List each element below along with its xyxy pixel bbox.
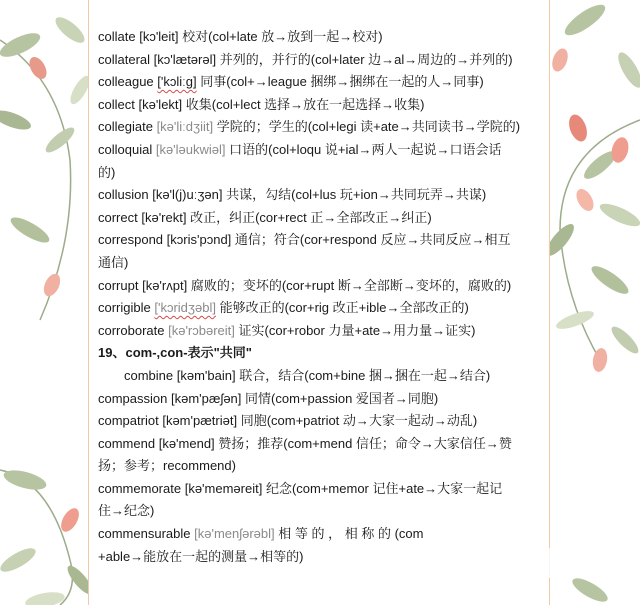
entry-word: commensurable bbox=[98, 526, 191, 542]
entry-phonetic: [kə'menʃərəbl] bbox=[194, 526, 275, 542]
entry-word: corrigible bbox=[98, 300, 151, 316]
entry-definition: 联合，结合(com+bine 捆→捆在一起→结合) bbox=[239, 367, 491, 383]
entry-word: corrupt bbox=[98, 277, 139, 293]
text-fade-overlay bbox=[460, 548, 640, 578]
entry-word: compatriot bbox=[98, 413, 159, 429]
entry-word: colleague bbox=[98, 74, 154, 90]
entry-word: combine bbox=[124, 367, 174, 383]
entry-continuation: 通信) bbox=[98, 254, 129, 270]
vocab-entry bbox=[98, 410, 538, 433]
vocab-entry bbox=[98, 229, 538, 252]
entry-definition: 能够改正的(cor+rig 改正+ible→全部改正的) bbox=[219, 300, 469, 316]
vocab-entry bbox=[98, 49, 538, 72]
entry-word: compassion bbox=[98, 390, 168, 406]
entry-definition: 收集(col+lect 选择→放在一起选择→收集) bbox=[185, 96, 425, 112]
entry-definition: 赞扬；推荐(com+mend 信任；命令→大家信任→赞 bbox=[218, 435, 512, 451]
vocab-entry bbox=[98, 523, 538, 546]
entry-definition: 相 等 的 ， 相 称 的 (com bbox=[278, 526, 424, 542]
vocab-entry bbox=[98, 478, 538, 501]
entry-word: collate bbox=[98, 29, 136, 44]
entry-word: correct bbox=[98, 209, 138, 225]
entry-phonetic: [kə'rekt] bbox=[141, 209, 187, 225]
vocab-entry bbox=[98, 297, 538, 320]
entry-phonetic: ['kɔridʒəbl] bbox=[154, 300, 216, 316]
entry-definition: 同情(com+passion 爱国者→同胞) bbox=[245, 390, 439, 406]
entry-definition: 口语的(col+loqu 说+ial→两人一起说→口语会话 bbox=[229, 141, 502, 157]
entry-phonetic: [kə'mend] bbox=[158, 435, 215, 451]
vocab-entry bbox=[98, 71, 538, 94]
entry-definition: 校对(col+late 放→放到一起→校对) bbox=[182, 29, 383, 44]
vocab-entry bbox=[98, 116, 538, 139]
vocab-entry bbox=[98, 94, 538, 117]
entry-phonetic: [kəm'bain] bbox=[176, 367, 236, 383]
entry-word: colloquial bbox=[98, 141, 153, 157]
entry-definition: 并列的，并行的(col+later 边→al→周边的→并列的) bbox=[219, 51, 513, 67]
vocab-entry bbox=[98, 320, 538, 343]
entry-phonetic: [kə'lekt] bbox=[138, 96, 183, 112]
vocab-entry bbox=[98, 365, 538, 388]
vocab-entry bbox=[98, 275, 538, 298]
entry-definition: 同胞(com+patriot 动→大家一起动→动乱) bbox=[240, 413, 478, 429]
entry-word: collusion bbox=[98, 187, 149, 203]
entry-phonetic: [kəm'pætriət] bbox=[162, 413, 238, 429]
entry-phonetic: ['kɔliːg] bbox=[157, 74, 197, 90]
entry-phonetic: [kə'rɔbəreit] bbox=[168, 322, 235, 338]
entry-phonetic: [kɔ'lætərəl] bbox=[153, 51, 217, 67]
entry-definition: 共谋，勾结(col+lus 玩+ion→共同玩弄→共谋) bbox=[226, 187, 487, 203]
entry-continuation: 住→纪念) bbox=[98, 503, 155, 519]
entry-definition: 证实(cor+robor 力量+ate→用力量→证实) bbox=[238, 322, 476, 338]
entry-phonetic: [kɔ'leit] bbox=[139, 29, 179, 44]
entry-continuation: 的) bbox=[98, 164, 116, 180]
entry-word: collect bbox=[98, 96, 135, 112]
vocabulary-list bbox=[98, 26, 538, 568]
vocab-entry bbox=[98, 388, 538, 411]
vocab-entry bbox=[98, 207, 538, 230]
entry-definition: 同事(col+→league 捆绑→捆绑在一起的人→同事) bbox=[200, 74, 484, 90]
entry-continuation: 扬；参考；recommend) bbox=[98, 458, 236, 474]
vocab-entry bbox=[98, 184, 538, 207]
entry-definition: 通信；符合(cor+respond 反应→共同反应→相互 bbox=[234, 232, 511, 248]
entry-word: corroborate bbox=[98, 322, 165, 338]
entry-phonetic: [kə'meməreit] bbox=[184, 480, 263, 496]
entry-phonetic: [kə'ləukwiəl] bbox=[155, 141, 226, 157]
entry-phonetic: [kə'l(j)uːʒən] bbox=[152, 187, 223, 203]
entry-definition: 腐败的；变坏的(cor+rupt 断→全部断→变坏的，腐败的) bbox=[190, 277, 512, 293]
entry-phonetic: [kɔris'pɔnd] bbox=[166, 232, 232, 248]
entry-phonetic: [kəm'pæʃən] bbox=[171, 390, 242, 406]
entry-definition: 学院的；学生的(col+legi 读+ate→共同读书→学院的) bbox=[216, 119, 521, 135]
entry-word: collegiate bbox=[98, 119, 153, 135]
entry-word: correspond bbox=[98, 232, 164, 248]
entry-word: collateral bbox=[98, 51, 151, 67]
entry-phonetic: [kə'liːdʒiit] bbox=[156, 119, 214, 135]
vocab-entry bbox=[98, 433, 538, 456]
entry-phonetic: [kə'rʌpt] bbox=[142, 277, 188, 293]
vocab-entry bbox=[98, 139, 538, 162]
entry-word: commend bbox=[98, 435, 156, 451]
entry-definition: 改正，纠正(cor+rect 正→全部改正→纠正) bbox=[190, 209, 432, 225]
entry-definition: 纪念(com+memor 记住+ate→大家一起记 bbox=[265, 480, 503, 496]
entry-continuation: +able→能放在一起的测量→相等的) bbox=[98, 548, 304, 564]
vocab-entry bbox=[98, 26, 538, 49]
entry-word: commemorate bbox=[98, 480, 182, 496]
section-heading: 19、com-,con-表示"共同" bbox=[98, 345, 252, 361]
